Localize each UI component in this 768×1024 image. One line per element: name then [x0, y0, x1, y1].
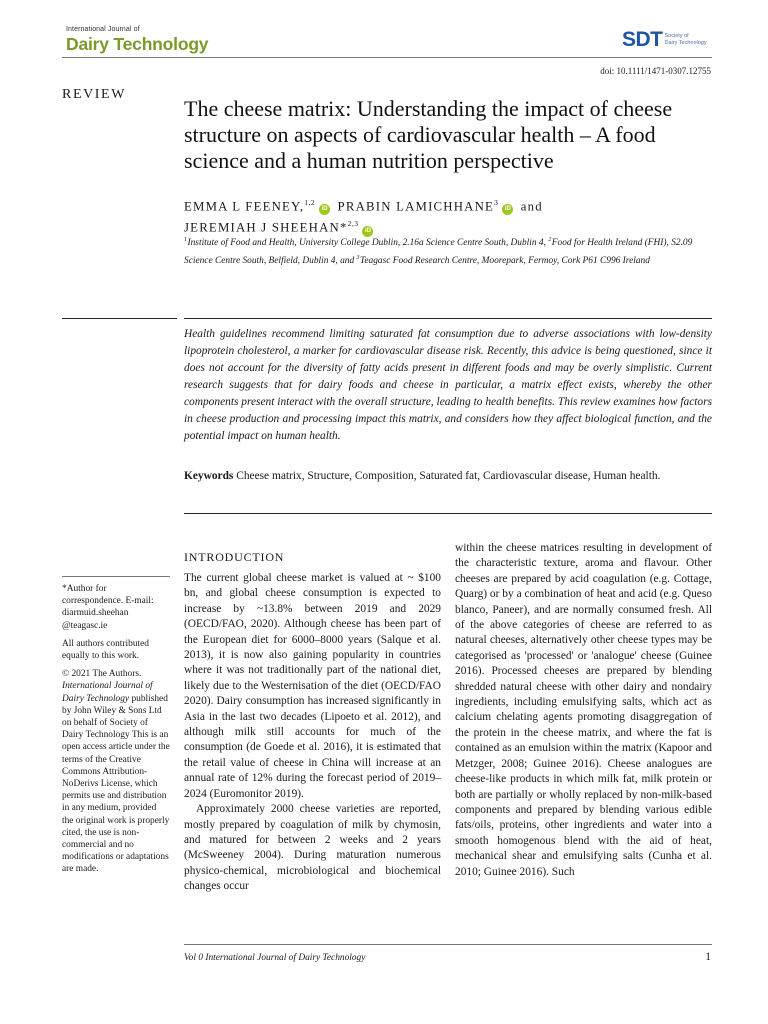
- doi-link[interactable]: doi: 10.1111/1471-0307.12755: [600, 66, 711, 76]
- correspondence-note: *Author for correspondence. E-mail: diarmuid.sheehan @teagasc.ie: [62, 584, 154, 631]
- society-logo: [622, 29, 707, 51]
- section-heading: INTRODUCTION: [184, 550, 285, 564]
- author-affiliation-sup: 2,3: [347, 219, 359, 229]
- keywords: [184, 469, 712, 484]
- author-affiliation-sup: 1,2: [304, 198, 316, 207]
- body-column-left: [184, 571, 441, 895]
- journal-name: Dairy Technology: [66, 34, 209, 54]
- keywords-list: Cheese matrix, Structure, Composition, Saturated fat, Cardiovascular disease, Human health.: [236, 470, 661, 482]
- orcid-icon[interactable]: iD: [362, 226, 373, 237]
- author-affiliation-sup: 3: [494, 198, 499, 207]
- license-note: © 2021 The Authors. International Journal of Dairy Technology published by John Wiley & Sons Ltd on behalf of Society of Dairy Technology This is an open access article under the terms of the Creative Commons Attribution-NoDerivs License, which permits use and distribution in any medium, provided the original work is properly cited, the use is non-commercial and no modifications or adaptations are made.: [62, 669, 170, 875]
- affiliation: Food for Health Ireland (FHI), S2.09 Science Centre South, Belfield, Dublin 4, and: [184, 238, 693, 266]
- equal-contribution-note: All authors contributed equally to this work.: [62, 638, 149, 662]
- paragraph: The current global cheese market is valued at ~ $100 bn, and global cheese consumption is expected to increase by ~13.8% between 2019 and 2029 (OECD/FAO, 2020). Although cheese has been part of the European diet for 6000–8000 years (Salque et al. 2013), it is now also gaining popularity in countries where it was not traditionally part of the national diet, likely due to the Westernisation of the diet (OECD/FAO 2020). Dairy consumption has increased significantly in Asia in the last two decades (Lipoeto et al. 2012), and although milk still accounts for much of the consumption (de Goede et al. 2016), it is estimated that the retail value of cheese in China will increase at an annual rate of 12% during the forecast period of 2019–2024 (Euromonitor 2019).: [184, 572, 441, 800]
- body-column-right: [455, 541, 712, 880]
- journal-name-small: International Journal of: [66, 26, 140, 33]
- section-label: REVIEW: [62, 87, 127, 102]
- paragraph: within the cheese matrices resulting in development of the characteristic texture, aroma and flavour. Other cheeses are prepared by acid coagulation (e.g. Cottage, Quarg) or by a combination of heat and acid (e.g. Queso blanco, Paneer), and are normally consumed fresh. All of the above categories of cheese are referred to as natural cheeses, alternatively other cheese types may be categorised as 'processed' or 'analogue' cheese (Guinee 2016). Processed cheeses are prepared by blending shredded natural cheese with other dairy and nondairy ingredients, including emulsifying salts, which act as calcium chelating agents promoting disaggregation of the protein in the cheese matrix, and where the fat is contained as an emulsion within the matrix (Kapoor and Metzger, 2008; Guinee 2016). Cheese analogues are cheese-like products in which milk fat, milk protein or both are partially or wholly replaced by non-milk-based components and prepared by blending various edible fats/oils, proteins, other ingredients and water into a smooth homogenous blend with the aid of heat, mechanical shear and emulsifying salts (Cunha et al. 2010; Guinee 2016). Such: [455, 542, 712, 878]
- header-divider: [62, 57, 712, 58]
- author-name: PRABIN LAMICHHANE: [337, 199, 495, 214]
- society-name: Society of Dairy Technology: [664, 33, 707, 46]
- orcid-icon[interactable]: iD: [319, 204, 330, 215]
- divider: [184, 318, 712, 319]
- footer-journal: Vol 0 International Journal of Dairy Technology: [184, 953, 366, 963]
- keywords-label: Keywords: [184, 470, 234, 482]
- orcid-icon[interactable]: iD: [502, 204, 513, 215]
- divider: [184, 513, 712, 514]
- footer-divider: [184, 944, 712, 945]
- affiliation: Teagasc Food Research Centre, Moorepark, Fermoy, Cork P61 C996 Ireland: [360, 255, 650, 266]
- author-note: [62, 583, 170, 882]
- page-number: 1: [705, 951, 711, 963]
- society-abbreviation: SDT: [622, 28, 663, 51]
- author-conjunction: and: [520, 199, 543, 214]
- journal-logo: [66, 26, 208, 54]
- divider: [62, 576, 170, 577]
- author-name: EMMA L FEENEY,: [184, 199, 305, 214]
- abstract: Health guidelines recommend limiting saturated fat consumption due to adverse associations with low-density lipoprotein cholesterol, a marker for cardiovascular disease risk. Recently, this advice is being questioned, since it does not account for the diversity of fatty acids present in different foods and may be overly simplistic. Current research suggests that for dairy foods and cheese in particular, a matrix effect exists, whereby the other components present interact with the overall structure, leading to health benefits. This review examines how factors in cheese production and processing impact this matrix, and considers how they affect biological function, and the potential impact on human health.: [184, 328, 712, 442]
- author-name: JEREMIAH J SHEEHAN*: [184, 220, 348, 235]
- affiliations: $^1$Institute of Food and Health, University College Dublin, 2.16a Science Centre South, Dublin 4, $^2$Food for Health Ireland (FHI), S2.09 Science Centre South, Belfield, Dublin 4, and $^3$Teagasc Food Research Centre, Moorepark, Fermoy, Cork P61 C996 Ireland: [184, 237, 693, 266]
- divider: [62, 318, 177, 319]
- paragraph: Approximately 2000 cheese varieties are reported, mostly prepared by coagulation of milk by chymosin, and matured for between 2 weeks and 2 years (McSweeney 2004). During maturation numerous physico-chemical, microbiological and biochemical changes occur: [184, 803, 441, 893]
- affiliation: Institute of Food and Health, University College Dublin, 2.16a Science Centre South, Dublin 4,: [187, 238, 549, 249]
- author-list: [184, 194, 714, 237]
- paper-title: The cheese matrix: Understanding the impact of cheese structure on aspects of cardiovascular health – A food science and a human nutrition perspective: [184, 96, 673, 173]
